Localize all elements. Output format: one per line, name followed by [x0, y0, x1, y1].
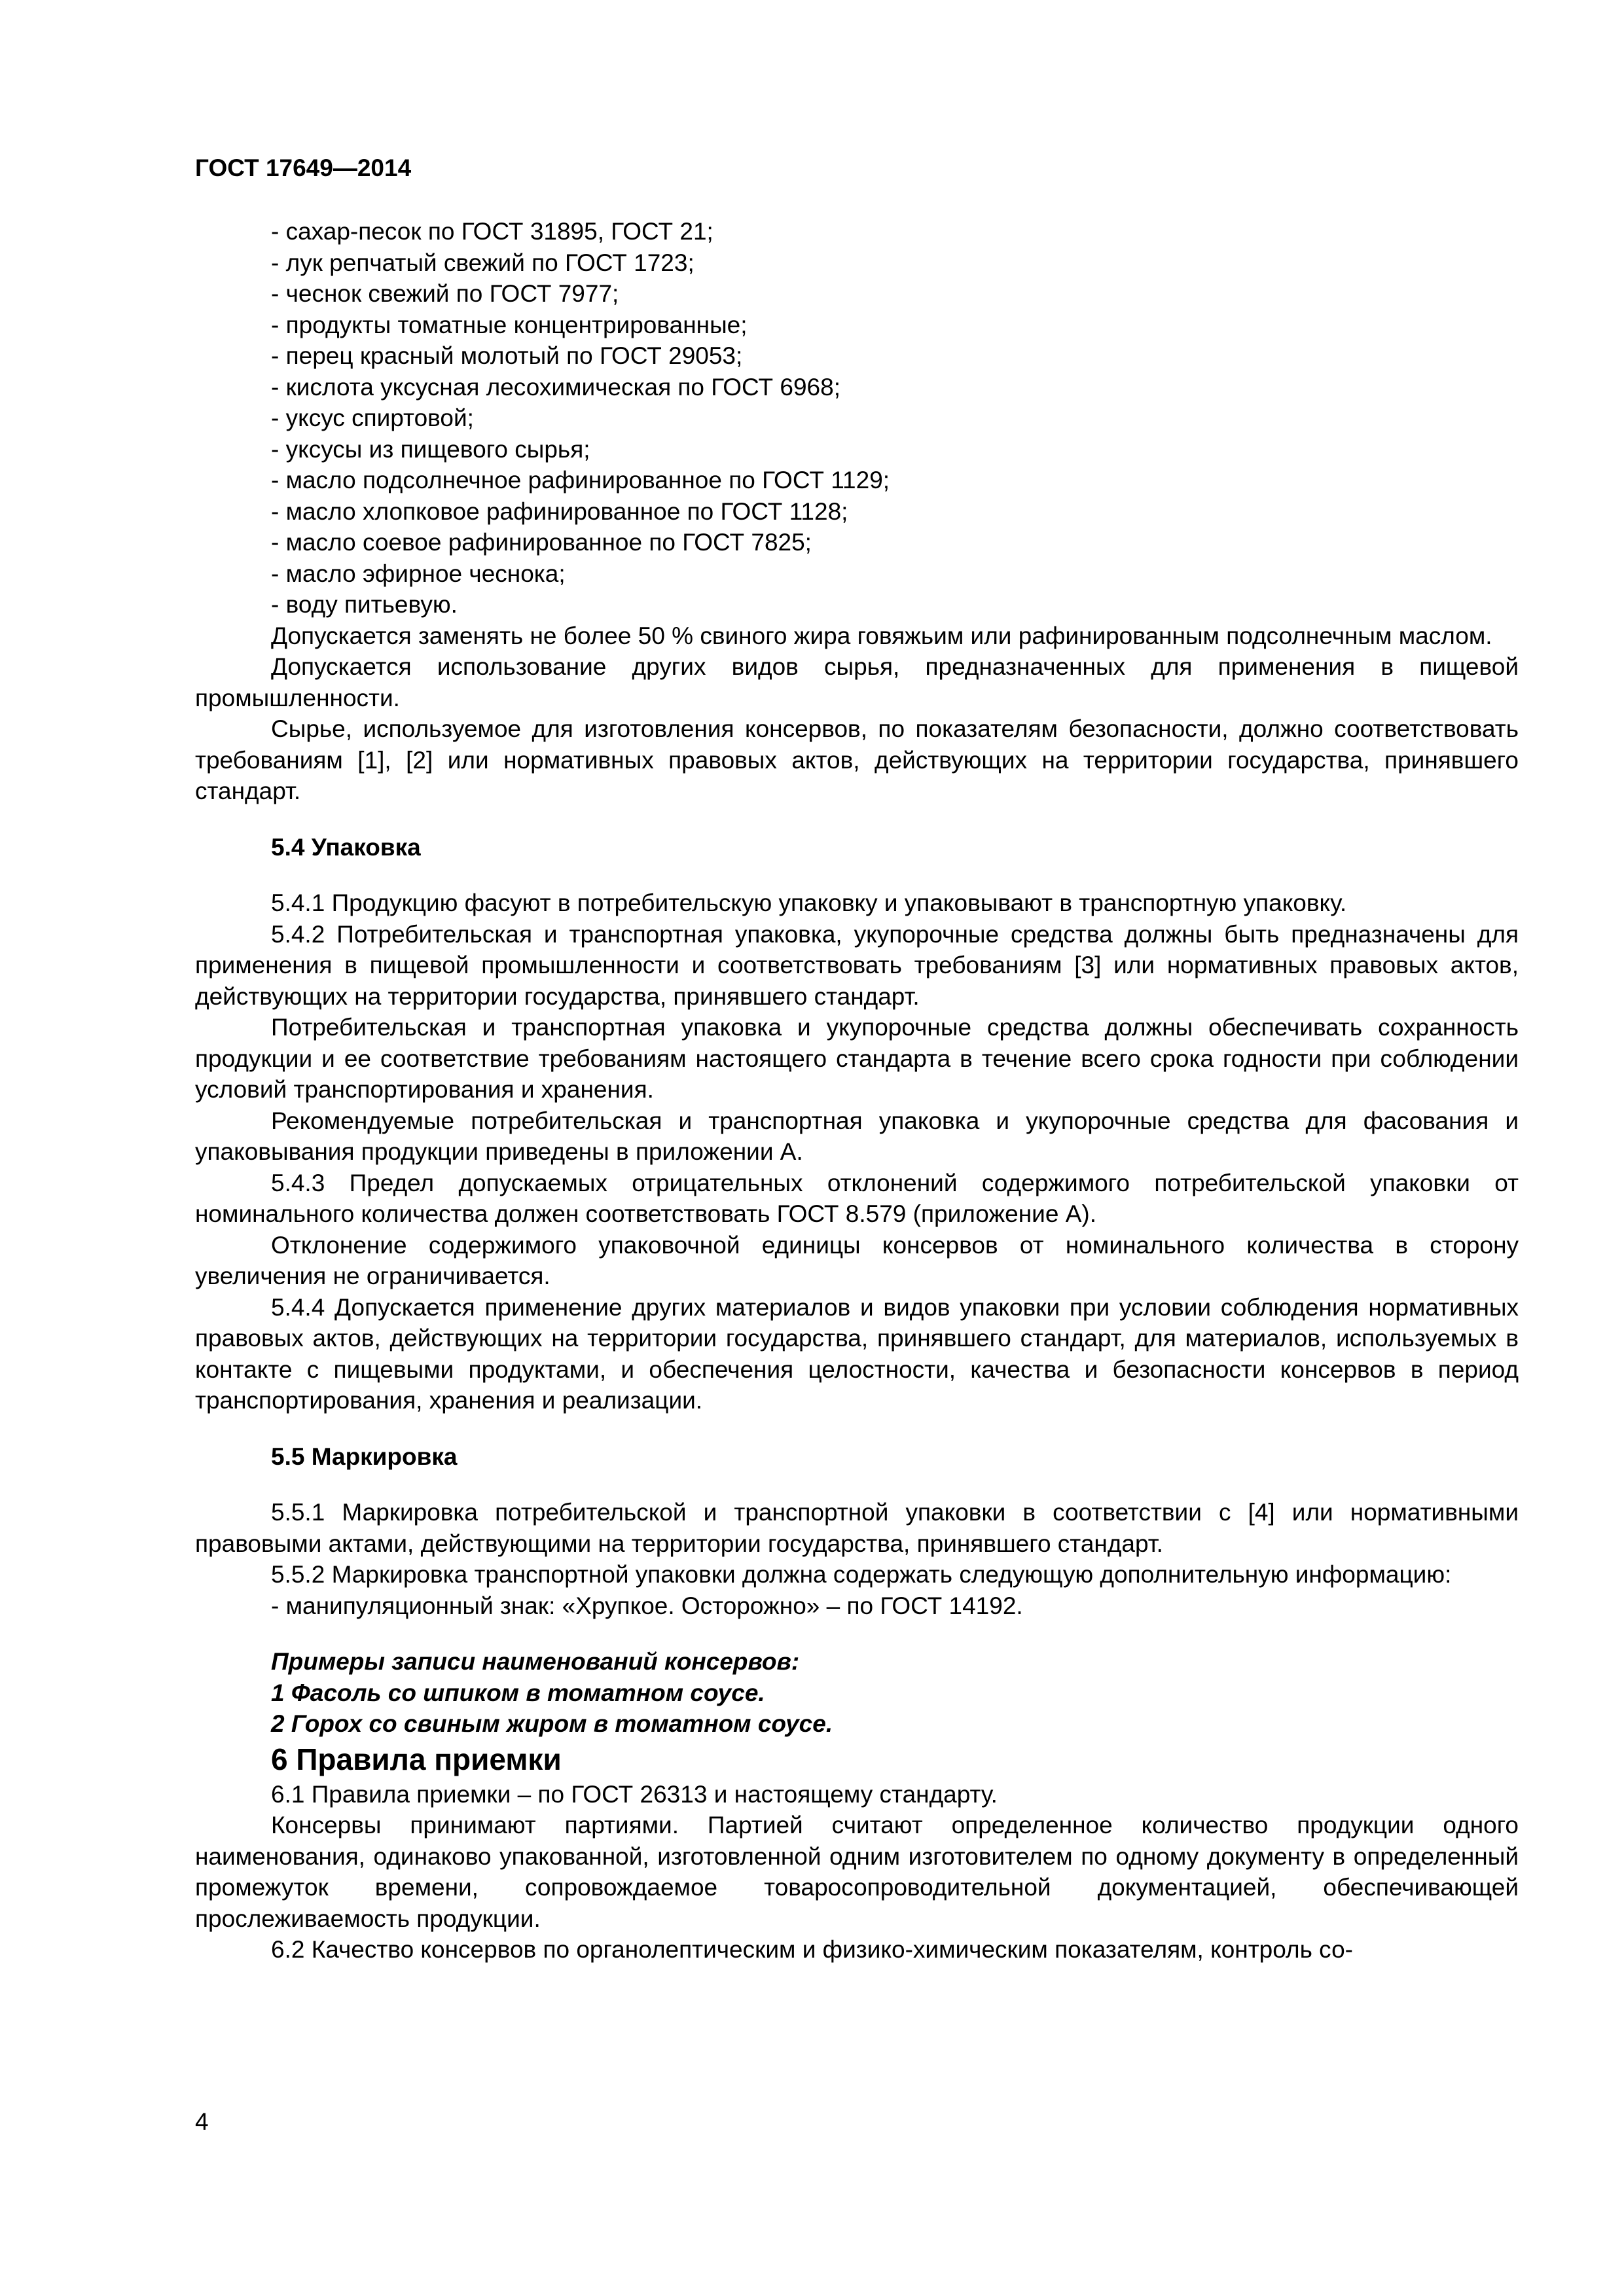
list-item: - масло соевое рафинированное по ГОСТ 7825; [271, 529, 812, 556]
paragraph: Допускается заменять не более 50 % свиного жира говяжьим или рафинированным подсолнечным маслом. [271, 622, 1492, 649]
examples-block [195, 1646, 1519, 1740]
list-item: - перец красный молотый по ГОСТ 29053; [271, 342, 743, 369]
paragraph: 5.4.3 Предел допускаемых отрицательных отклонений содержимого потребительской упаковки от номинального количества должен соответствовать ГОСТ 8.579 (приложение А). [195, 1169, 1519, 1227]
paragraph: 5.4.1 Продукцию фасуют в потребительскую упаковку и упаковывают в транспортную упаковку. [271, 889, 1347, 916]
list-item: - воду питьевую. [271, 591, 458, 618]
paragraph: 5.5.1 Маркировка потребительской и транспортной упаковки в соответствии с [4] или нормативными правовыми актами, действующими на территории государства, принявшего стандарт. [195, 1499, 1519, 1557]
list-item: - продукты томатные концентрированные; [271, 311, 748, 338]
list-item: - кислота уксусная лесохимическая по ГОСТ 6968; [271, 373, 840, 401]
paragraph: Отклонение содержимого упаковочной единицы консервов от номинального количества в сторону увеличения не ограничивается. [195, 1231, 1519, 1289]
list-item: - уксус спиртовой; [271, 404, 474, 431]
section-title-5-5: 5.5 Маркировка [271, 1443, 458, 1470]
document-body [195, 216, 1519, 1965]
list-item: - сахар-песок по ГОСТ 31895, ГОСТ 21; [271, 218, 713, 245]
paragraph: Консервы принимают партиями. Партией считают определенное количество продукции одного наименования, одинаково упакованной, изготовленной одним изготовителем по одному документу в определенный промежуток времени, сопровождаемое товаросопроводительной документацией, обеспечивающей прослеживаемость продукции. [195, 1812, 1519, 1932]
section-title-5-4: 5.4 Упаковка [271, 833, 421, 861]
example-item: 2 Горох со свиным жиром в томатном соусе. [271, 1710, 833, 1737]
list-item: - уксусы из пищевого сырья; [271, 435, 590, 463]
list-item: - масло хлопковое рафинированное по ГОСТ 1128; [271, 497, 848, 525]
list-item: - чеснок свежий по ГОСТ 7977; [271, 280, 619, 307]
paragraph: Допускается использование других видов сырья, предназначенных для применения в пищевой промышленности. [195, 653, 1519, 711]
section-title-6: 6 Правила приемки [271, 1742, 562, 1776]
list-item: - лук репчатый свежий по ГОСТ 1723; [271, 249, 695, 276]
ingredients-list [195, 216, 1519, 620]
list-item: - манипуляционный знак: «Хрупкое. Осторожно» – по ГОСТ 14192. [271, 1592, 1023, 1619]
list-item: - масло эфирное чеснока; [271, 560, 566, 587]
paragraph: 6.1 Правила приемки – по ГОСТ 26313 и настоящему стандарту. [271, 1780, 998, 1808]
paragraph: 5.4.4 Допускается применение других материалов и видов упаковки при условии соблюдения нормативных правовых актов, действующих на территории государства, принявшего стандарт, для материалов, используемых в контакте с пищевыми продуктами, и обеспечения целостности, качества и безопасности консервов в период транспортирования, хранения и реализации. [195, 1293, 1519, 1414]
paragraph: Потребительская и транспортная упаковка и укупорочные средства должны обеспечивать сохранность продукции и ее соответствие требованиям настоящего стандарта в течение всего срока годности при соблюдении условий транспортирования и хранения. [195, 1014, 1519, 1103]
paragraph: 5.5.2 Маркировка транспортной упаковки должна содержать следующую дополнительную информацию: [271, 1561, 1452, 1588]
example-item: 1 Фасоль со шпиком в томатном соусе. [271, 1679, 765, 1706]
page-number: 4 [195, 2108, 209, 2135]
paragraph: Рекомендуемые потребительская и транспортная упаковка и укупорочные средства для фасования и упаковывания продукции приведены в приложении А. [195, 1107, 1519, 1165]
examples-heading: Примеры записи наименований консервов: [271, 1648, 800, 1675]
document-header: ГОСТ 17649—2014 [195, 154, 412, 181]
paragraph: 5.4.2 Потребительская и транспортная упаковка, укупорочные средства должны быть предназначены для применения в пищевой промышленности и соответствовать требованиям [3] или нормативных правовых актов, действующих на территории государства, принявшего стандарт. [195, 920, 1519, 1010]
paragraph: Сырье, используемое для изготовления консервов, по показателям безопасности, должно соответствовать требованиям [1], [2] или нормативных правовых актов, действующих на территории государства, принявшего стандарт. [195, 715, 1519, 804]
paragraph: 6.2 Качество консервов по органолептическим и физико-химическим показателям, контроль со- [271, 1936, 1353, 1963]
list-item: - масло подсолнечное рафинированное по ГОСТ 1129; [271, 467, 890, 493]
